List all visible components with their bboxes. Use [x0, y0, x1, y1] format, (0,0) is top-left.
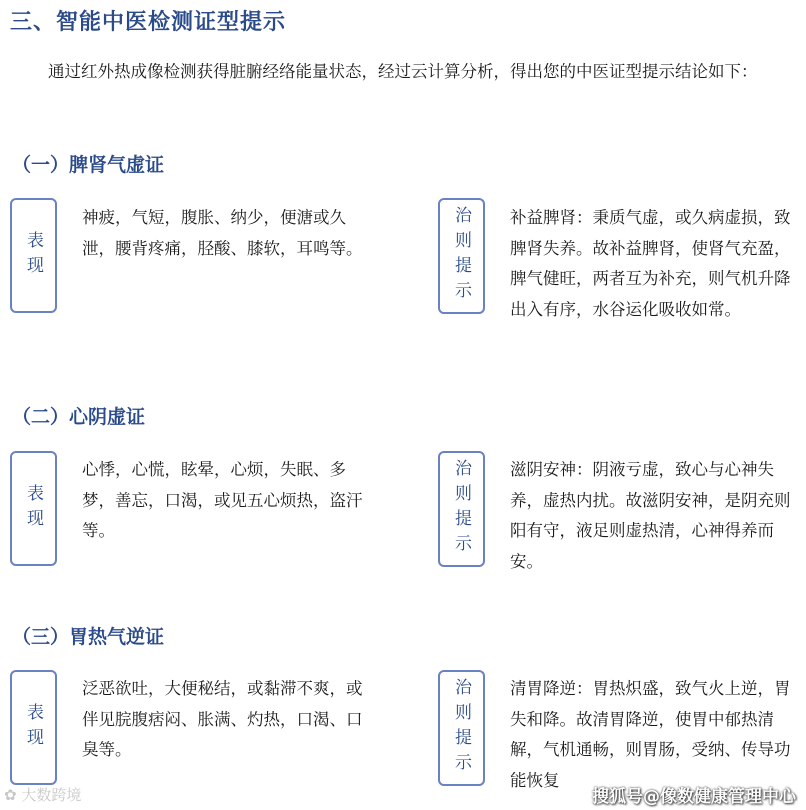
watermark-left: ✿ 大数跨境	[4, 786, 82, 804]
section-1-title: （一）脾肾气虚证	[12, 154, 165, 176]
watermark-right: 搜狐号@像数健康管理中心	[592, 787, 796, 807]
section-2-biao-text: 心悸，心慌，眩晕，心烦，失眠、多梦，善忘，口渴，或见五心烦热，盗汗等。	[82, 460, 363, 540]
section-3-biao-tag: 表现	[10, 670, 57, 785]
section-1-biao-tag: 表现	[10, 198, 57, 313]
section-1-zhi-tag: 治则提示	[438, 198, 485, 314]
section-2-zhi-tag: 治则提示	[438, 451, 485, 567]
section-3-title: （三）胃热气逆证	[12, 626, 165, 648]
section-3-biao-text: 泛恶欲吐，大便秘结，或黏滞不爽，或伴见脘腹痞闷、胀满、灼热，口渴、口臭等。	[82, 679, 363, 759]
section-2-title: （二）心阴虚证	[12, 406, 146, 428]
section-2-zhi-text: 滋阴安神：阴液亏虚，致心与心神失养，虚热内扰。故滋阴安神，是阴充则阳有守，液足则虚热清，心神得养而安。	[510, 460, 791, 571]
section-2-biao-tag: 表现	[10, 451, 57, 566]
page-heading: 三、智能中医检测证型提示	[10, 10, 287, 35]
watermark-logo-icon: ✿	[4, 786, 22, 804]
section-1-zhi-text: 补益脾肾：秉质气虚，或久病虚损，致脾肾失养。故补益脾肾，使肾气充盈，脾气健旺，两者互为补充，则气机升降出入有序，水谷运化吸收如常。	[510, 208, 791, 319]
section-1-biao-text: 神疲，气短，腹胀、纳少，便溏或久泄，腰背疼痛，胫酸、膝软，耳鸣等。	[82, 208, 363, 258]
section-3-zhi-tag: 治则提示	[438, 670, 485, 786]
section-3-zhi-text: 清胃降逆：胃热炽盛，致气火上逆，胃失和降。故清胃降逆，使胃中郁热清解，气机通畅，则胃肠，受纳、传导功能恢复	[510, 679, 791, 790]
intro-paragraph: 通过红外热成像检测获得脏腑经络能量状态，经过云计算分析，得出您的中医证型提示结论如下：	[48, 62, 758, 81]
